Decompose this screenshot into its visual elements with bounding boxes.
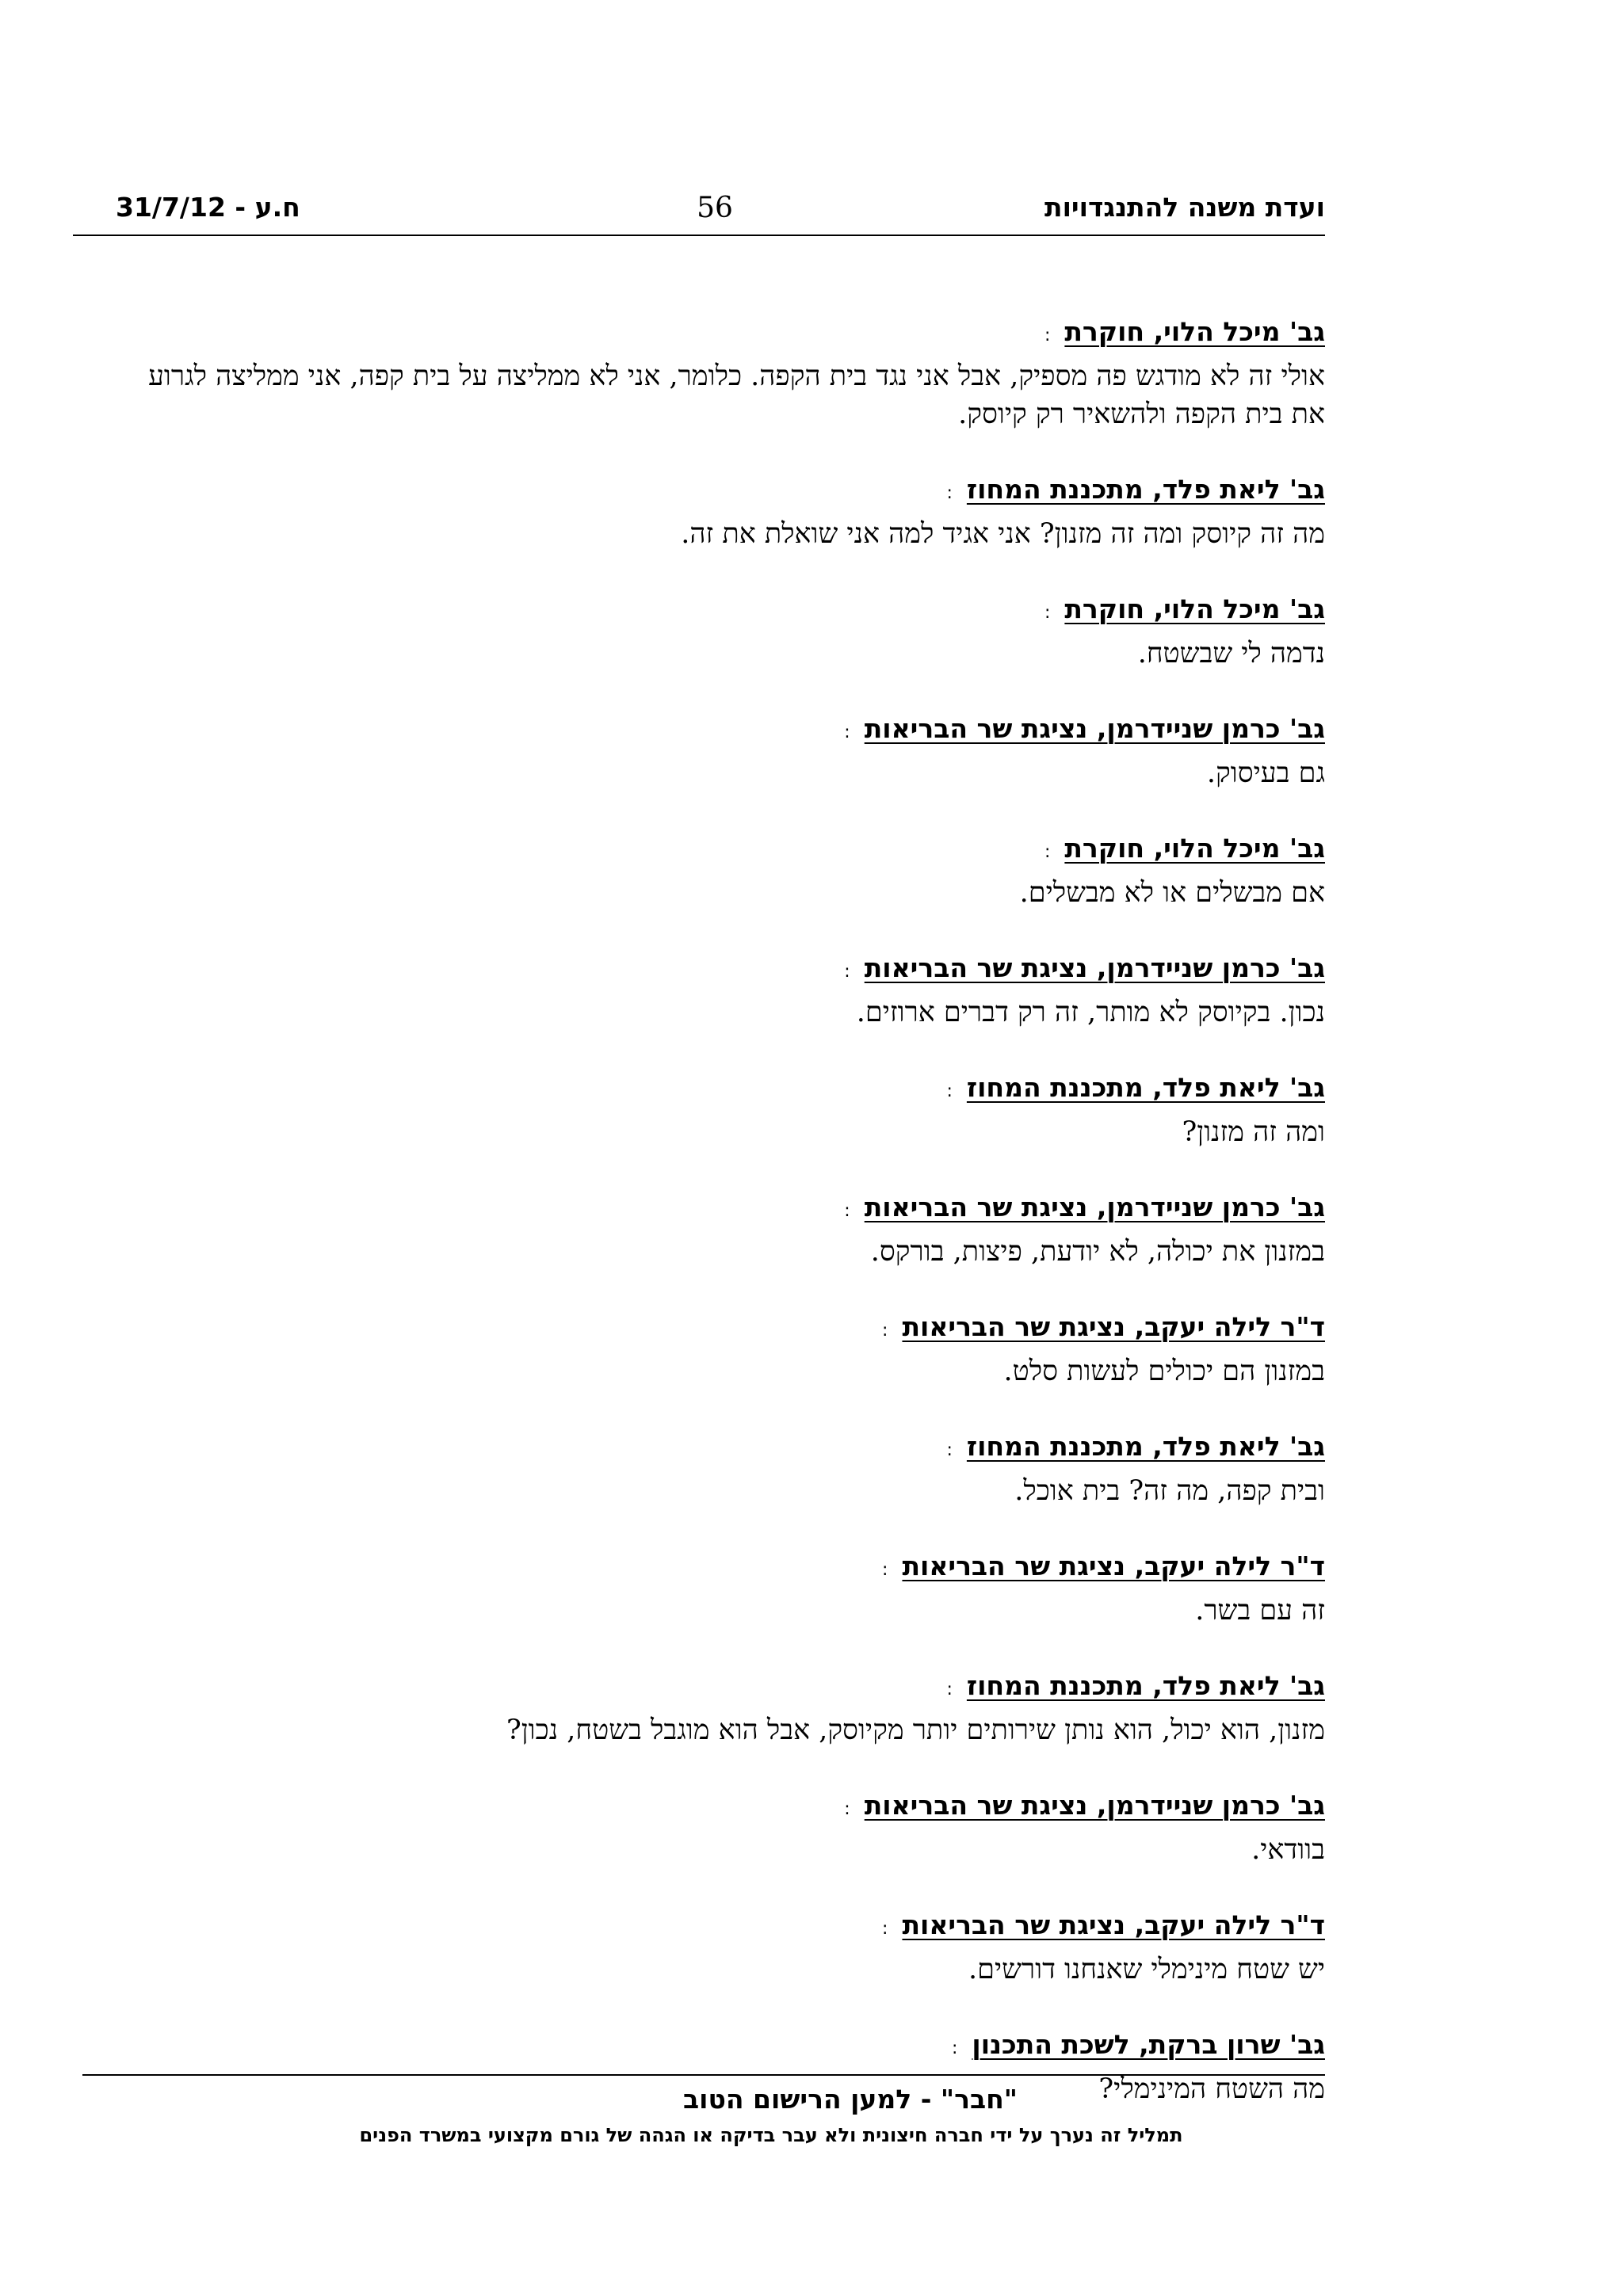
speech-text: ובית קפה, מה זה? בית אוכל.	[1014, 1475, 1325, 1507]
speaker-name: גב' ליאת פלד, מתכננת המחוז:	[946, 1670, 1325, 1701]
speaker-name: גב' מיכל הלוי, חוקרת:	[1044, 833, 1325, 864]
transcript-entry	[140, 1428, 1325, 1510]
speech-text: מזנון, הוא יכול, הוא נותן שירותים יותר מקיוסק, אבל הוא מוגבל בשטח, נכון?	[506, 1714, 1325, 1746]
speech-text: נכון. בקיוסק לא מותר, זה רק דברים ארוזים.	[856, 997, 1325, 1028]
transcript-entry	[140, 1189, 1325, 1271]
speaker-name: גב' ליאת פלד, מתכננת המחוז:	[946, 1431, 1325, 1462]
speaker-name: ד"ר לילה יעקב, נציגת שר הבריאות:	[882, 1550, 1325, 1581]
footer-disclaimer: תמליל זה נערך על ידי חברה חיצונית ולא עבר בדיקה או הגהה של גורם מקצועי במשרד הפנים	[359, 2124, 1183, 2146]
speaker-name: גב' ליאת פלד, מתכננת המחוז:	[946, 474, 1325, 505]
speaker-name: גב' כרמן שניידרמן, נציגת שר הבריאות:	[844, 952, 1325, 983]
speech-text: אולי זה לא מודגש פה מספיק, אבל אני נגד בית הקפה. כלומר, אני לא ממליצה על בית קפה, אני ממליצה לגרוע את בית הקפה ולהשאיר רק קיוסק.	[148, 360, 1325, 430]
speaker-name: גב' כרמן שניידרמן, נציגת שר הבריאות:	[844, 1790, 1325, 1821]
speech-text: נדמה לי שבשטח.	[1137, 638, 1325, 669]
speaker-name: ד"ר לילה יעקב, נציגת שר הבריאות:	[882, 1909, 1325, 1940]
speaker-name: גב' כרמן שניידרמן, נציגת שר הבריאות:	[844, 1192, 1325, 1222]
speech-text: אם מבשלים או לא מבשלים.	[1019, 877, 1325, 909]
date-initials: 31/7/12 - ח.ע	[116, 192, 300, 223]
speech-text: יש שטח מינימלי שאנחנו דורשים.	[968, 1954, 1325, 1985]
transcript-entry	[140, 830, 1325, 912]
transcript-entry	[140, 1548, 1325, 1630]
speaker-name: גב' ליאת פלד, מתכננת המחוז:	[946, 1072, 1325, 1103]
speech-text: במזנון את יכולה, לא יודעת, פיצות, בורקס.	[870, 1236, 1325, 1268]
committee-title: ועדת משנה להתנגדויות	[1044, 192, 1325, 223]
page-footer	[82, 2074, 1325, 2146]
transcript-entry	[140, 1309, 1325, 1390]
speech-text: זה עם בשר.	[1195, 1595, 1325, 1627]
transcript-entry	[140, 950, 1325, 1032]
page-number: 56	[697, 192, 733, 224]
speech-text: גם בעיסוק.	[1206, 757, 1325, 789]
speaker-name: ד"ר לילה יעקב, נציגת שר הבריאות:	[882, 1311, 1325, 1342]
speaker-name: גב' מיכל הלוי, חוקרת:	[1044, 593, 1325, 624]
transcript-entry	[140, 1668, 1325, 1749]
speech-text: מה זה קיוסק ומה זה מזנון? אני אגיד למה אני שואלת את זה.	[681, 518, 1325, 550]
transcript-entry	[140, 711, 1325, 792]
speaker-name: גב' שרון ברקת, לשכת התכנון:	[951, 2029, 1325, 2060]
page-header	[73, 187, 1325, 236]
speech-text: בוודאי.	[1251, 1834, 1325, 1866]
transcript-entry	[140, 591, 1325, 673]
transcript-entry	[140, 1070, 1325, 1151]
transcript-entry	[140, 1907, 1325, 1989]
transcript-entry	[140, 1787, 1325, 1869]
transcript-entry	[140, 314, 1325, 433]
transcript-entry	[140, 471, 1325, 553]
speaker-name: גב' כרמן שניידרמן, נציגת שר הבריאות:	[844, 713, 1325, 744]
speech-text: במזנון הם יכולים לעשות סלט.	[1003, 1356, 1325, 1387]
speech-text: ומה זה מזנון?	[1182, 1116, 1325, 1148]
transcript	[140, 314, 1325, 2146]
speaker-name: גב' מיכל הלוי, חוקרת:	[1044, 316, 1325, 347]
footer-title: "חבר" - למען הרישום הטוב	[683, 2084, 1018, 2115]
speech-text: מה השטח המינימלי?	[1098, 2073, 1325, 2105]
